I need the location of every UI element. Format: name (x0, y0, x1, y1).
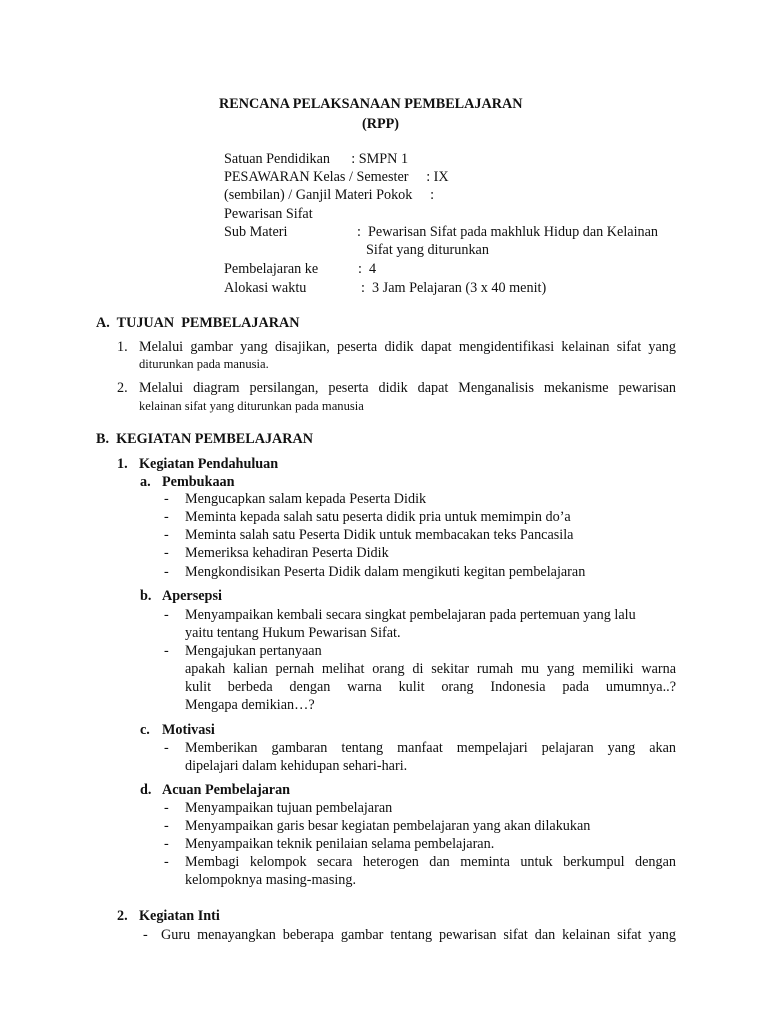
list-item: Mengajukan pertanyaan (185, 643, 322, 659)
list-item: Meminta salah satu Peserta Didik untuk membacakan teks Pancasila (185, 527, 574, 543)
objective-number: 2. (117, 380, 128, 396)
bullet-dash: - (164, 740, 169, 756)
subsection-label: a. (140, 474, 151, 490)
objective-line-cont: diturunkan pada manusia. (139, 357, 269, 371)
bullet-dash: - (164, 491, 169, 507)
subsection-title-apersepsi: Apersepsi (162, 588, 222, 604)
bullet-dash: - (164, 836, 169, 852)
list-item-cont: yaitu tentang Hukum Pewarisan Sifat. (185, 625, 401, 641)
objective-line: Melalui gambar yang disajikan, peserta didik dapat mengidentifikasi kelainan sifat yang (139, 339, 676, 355)
identity-sub-value: : Pewarisan Sifat pada makhluk Hidup dan Kelainan (357, 224, 659, 240)
identity-line-school: Satuan Pendidikan : SMPN 1 (224, 151, 409, 167)
list-item: Menyampaikan garis besar kegiatan pembelajaran yang akan dilakukan (185, 818, 591, 834)
identity-meeting-value: : 4 (358, 261, 377, 277)
bullet-dash: - (164, 509, 169, 525)
list-item: Menyampaikan teknik penilaian selama pembelajaran. (185, 836, 495, 852)
list-item: Memberikan gambaran tentang manfaat mempelajari pelajaran yang akan (185, 740, 676, 756)
bullet-dash: - (164, 643, 169, 659)
identity-line-class: PESAWARAN Kelas / Semester : IX (224, 169, 449, 185)
list-item: Mengucapkan salam kepada Peserta Didik (185, 491, 427, 507)
activity-number: 2. (117, 908, 128, 924)
list-item: Menyampaikan tujuan pembelajaran (185, 800, 393, 816)
list-item-cont: kulit berbeda dengan warna kulit orang Indonesia pada umumnya..? (185, 679, 676, 695)
document-subtitle: (RPP) (362, 116, 400, 132)
list-item-cont: kelompoknya masing-masing. (185, 872, 357, 888)
list-item: Guru menayangkan beberapa gambar tentang pewarisan sifat dan kelainan sifat yang (161, 927, 676, 943)
subsection-title-pembukaan: Pembukaan (162, 474, 235, 490)
list-item: Menyampaikan kembali secara singkat pembelajaran pada pertemuan yang lalu (185, 607, 636, 623)
bullet-dash: - (164, 800, 169, 816)
section-a-heading: A. TUJUAN PEMBELAJARAN (96, 315, 300, 331)
bullet-dash: - (164, 545, 169, 561)
subsection-label: c. (140, 722, 150, 738)
subsection-label: b. (140, 588, 152, 604)
subsection-title-motivasi: Motivasi (162, 722, 215, 738)
bullet-dash: - (143, 927, 148, 943)
identity-sub-label: Sub Materi (224, 224, 288, 240)
identity-time-value: : 3 Jam Pelajaran (3 x 40 menit) (361, 280, 547, 296)
identity-line-semester: (sembilan) / Ganjil Materi Pokok : (224, 187, 435, 203)
objective-number: 1. (117, 339, 128, 355)
bullet-dash: - (164, 564, 169, 580)
objective-line: Melalui diagram persilangan, peserta didik dapat Menganalisis mekanisme pewarisan (139, 380, 676, 396)
activity-title-inti: Kegiatan Inti (139, 908, 220, 924)
list-item-cont: Mengapa demikian…? (185, 697, 315, 713)
identity-meeting-label: Pembelajaran ke (224, 261, 319, 277)
subsection-label: d. (140, 782, 152, 798)
list-item: Mengkondisikan Peserta Didik dalam mengikuti kegitan pembelajaran (185, 564, 586, 580)
objective-line-cont: kelainan sifat yang diturunkan pada manusia (139, 399, 364, 413)
section-b-heading: B. KEGIATAN PEMBELAJARAN (96, 431, 314, 447)
list-item: Memeriksa kehadiran Peserta Didik (185, 545, 389, 561)
activity-title-pendahuluan: Kegiatan Pendahuluan (139, 456, 279, 472)
bullet-dash: - (164, 854, 169, 870)
document-title: RENCANA PELAKSANAAN PEMBELAJARAN (219, 96, 523, 112)
activity-number: 1. (117, 456, 128, 472)
bullet-dash: - (164, 527, 169, 543)
bullet-dash: - (164, 607, 169, 623)
subsection-title-acuan: Acuan Pembelajaran (162, 782, 291, 798)
identity-line-topic: Pewarisan Sifat (224, 206, 313, 222)
identity-time-label: Alokasi waktu (224, 280, 307, 296)
list-item: Meminta kepada salah satu peserta didik pria untuk memimpin do’a (185, 509, 571, 525)
bullet-dash: - (164, 818, 169, 834)
list-item: Membagi kelompok secara heterogen dan meminta untuk berkumpul dengan (185, 854, 676, 870)
list-item-cont: apakah kalian pernah melihat orang di sekitar rumah mu yang memiliki warna (185, 661, 676, 677)
identity-sub-value-cont: Sifat yang diturunkan (366, 242, 489, 258)
list-item-cont: dipelajari dalam kehidupan sehari-hari. (185, 758, 408, 774)
